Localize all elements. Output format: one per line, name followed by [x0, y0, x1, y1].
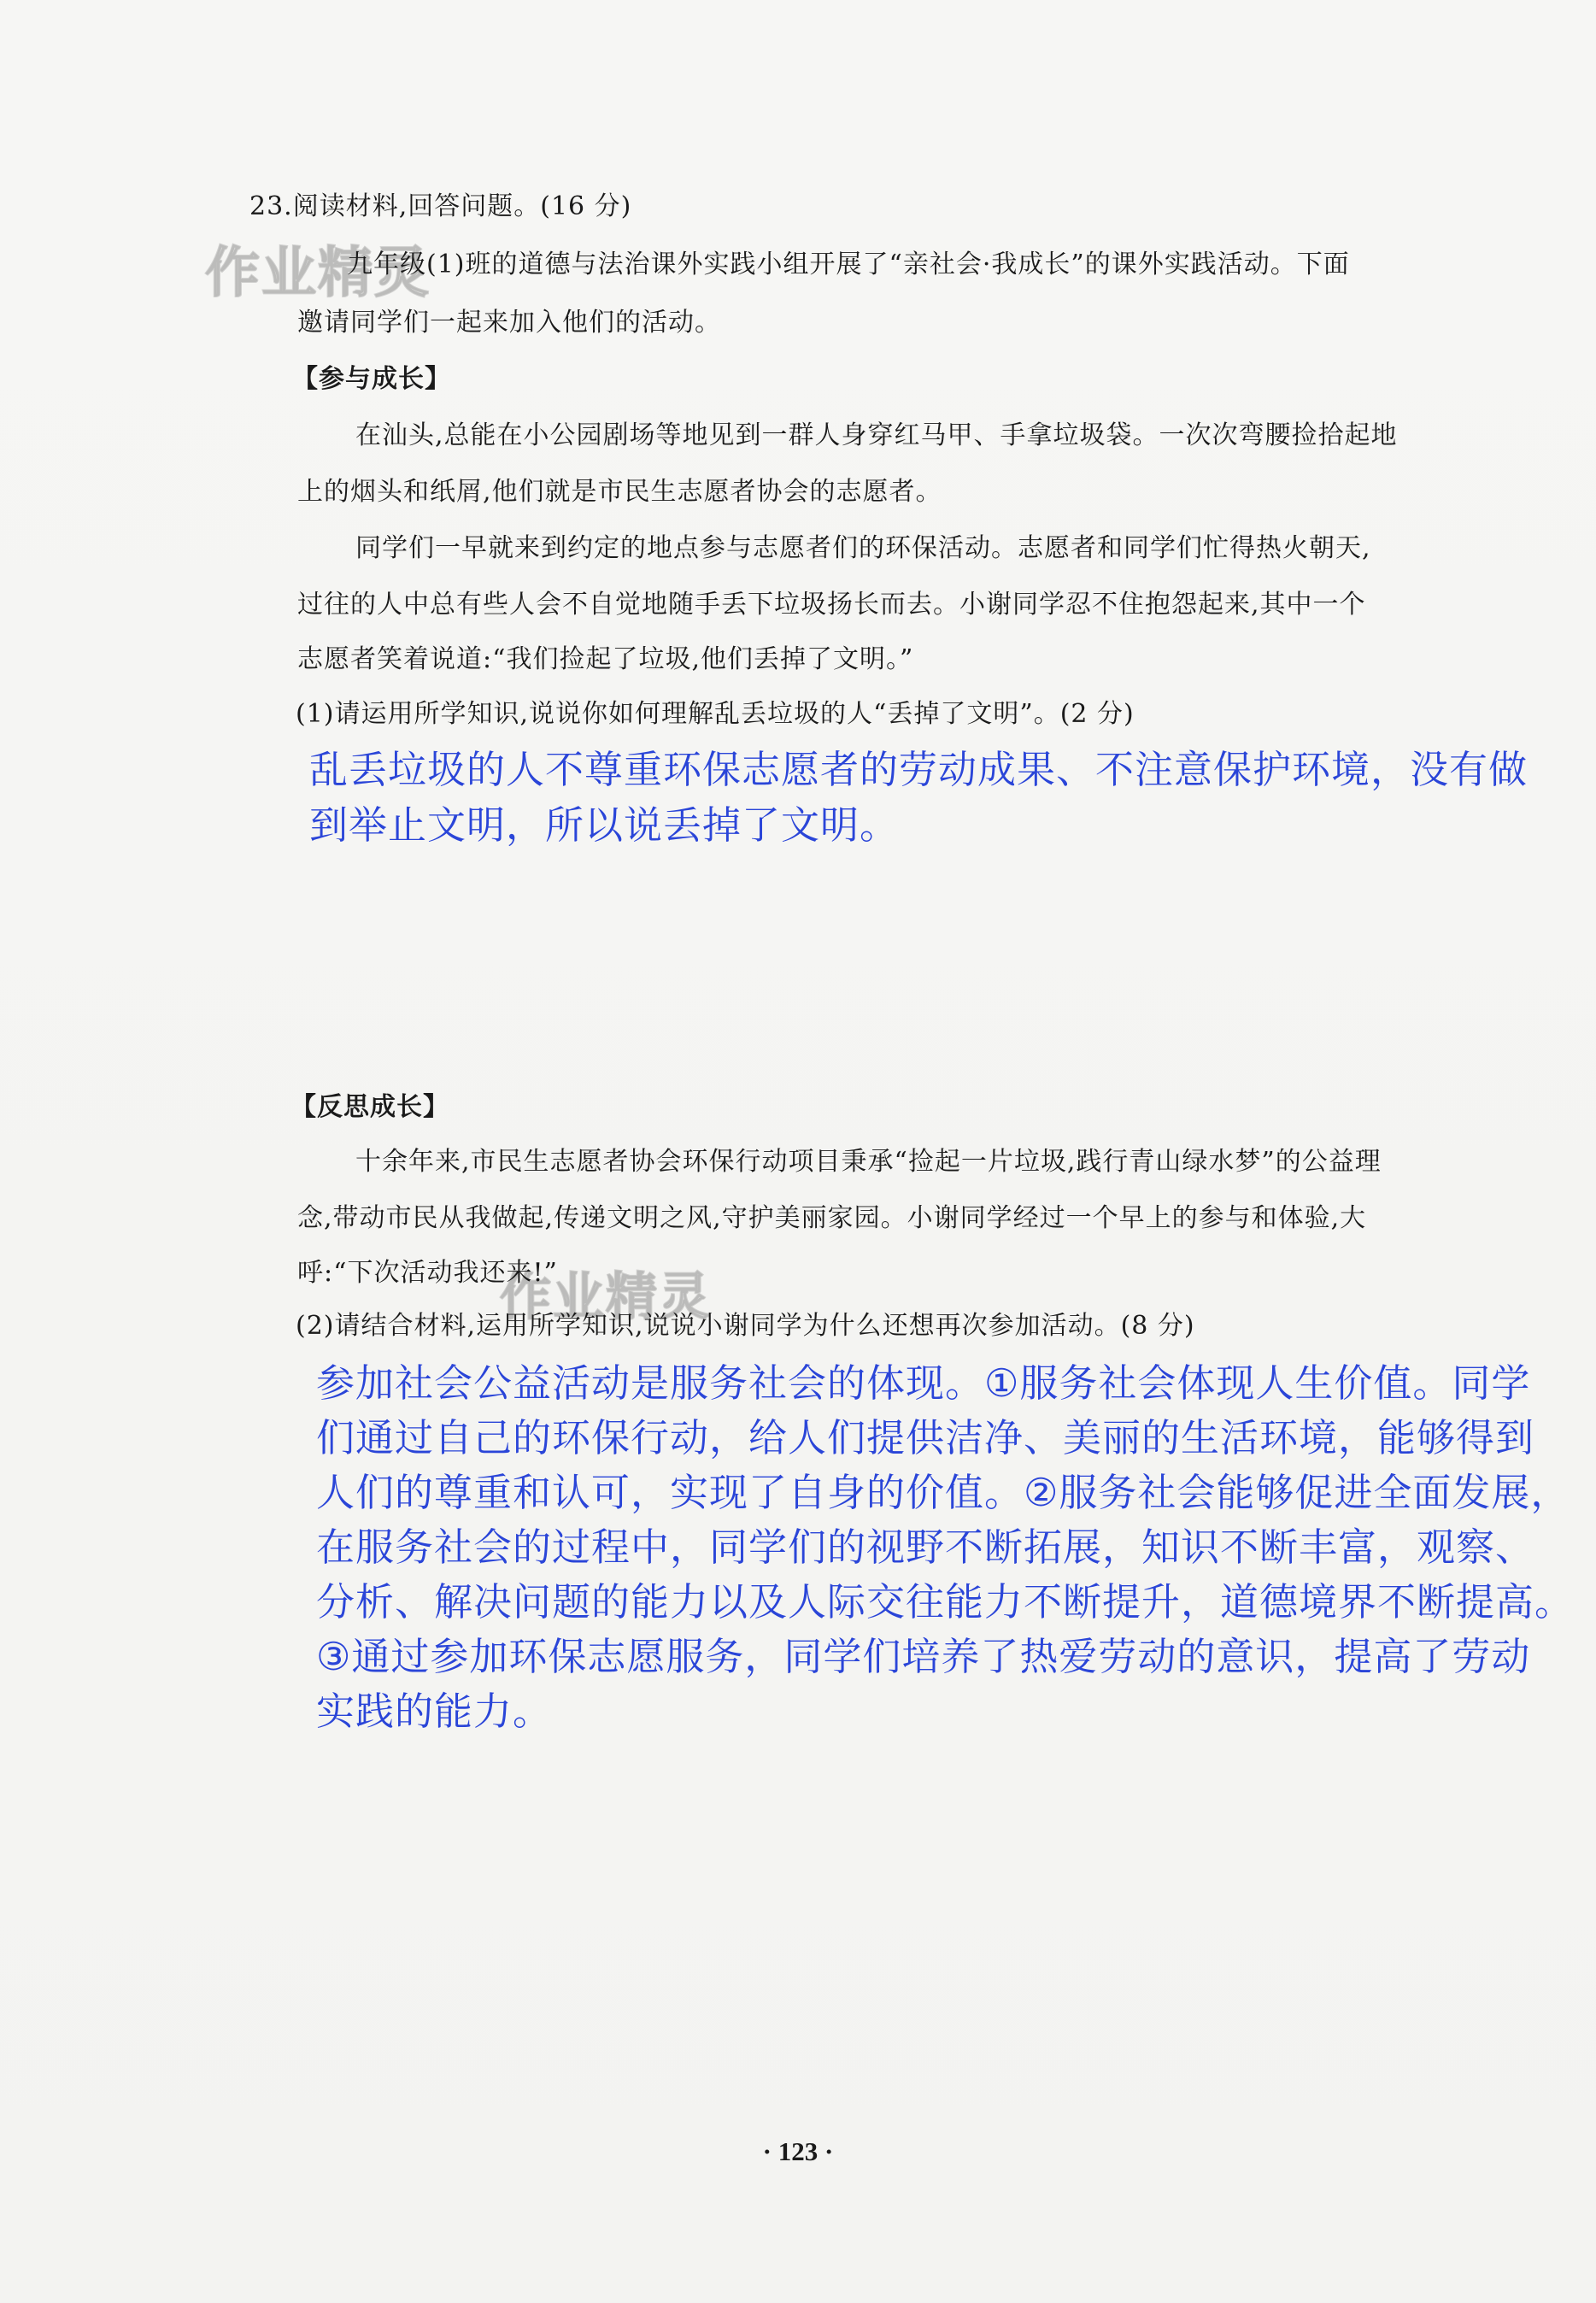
section-heading-participate: 【参与成长】	[292, 364, 451, 394]
section2-para-line-1: 十余年来,市民生志愿者协会环保行动项目秉承“捡起一片垃圾,践行青山绿水梦”的公益理	[355, 1147, 1382, 1177]
section1-para2-line-1: 同学们一早就来到约定的地点参与志愿者们的环保活动。志愿者和同学们忙得热火朝天,	[355, 533, 1371, 563]
answer-1-line-2: 到举止文明，所以说丢掉了文明。	[309, 802, 900, 848]
answer-2-line-7: 实践的能力。	[316, 1689, 553, 1734]
page-number: · 123 ·	[762, 2136, 834, 2166]
answer-2-line-1: 参加社会公益活动是服务社会的体现。①服务社会体现人生价值。同学	[316, 1360, 1531, 1406]
intro-line-1: 九年级(1)班的道德与法治课外实践小组开展了“亲社会·我成长”的课外实践活动。下面	[347, 250, 1350, 279]
section1-para2-line-2: 过往的人中总有些人会不自觉地随手丢下垃圾扬长而去。小谢同学忍不住抱怨起来,其中一个	[297, 590, 1366, 620]
answer-1-line-1: 乱丢垃圾的人不尊重环保志愿者的劳动成果、不注意保护环境，没有做	[309, 747, 1529, 792]
section2-para-line-2: 念,带动市民从我做起,传递文明之风,守护美丽家园。小谢同学经过一个早上的参与和体验,大	[297, 1203, 1367, 1233]
sub-question-2: (2)请结合材料,运用所学知识,说说小谢同学为什么还想再次参加活动。(8 分)	[296, 1311, 1195, 1341]
answer-2-line-3: 人们的尊重和认可，实现了自身的价值。②服务社会能够促进全面发展，	[316, 1470, 1570, 1515]
watermark-top: 作业精灵	[205, 242, 431, 305]
section1-para1-line-1: 在汕头,总能在小公园剧场等地见到一群人身穿红马甲、手拿垃圾袋。一次次弯腰捡拾起地	[355, 420, 1398, 450]
answer-2-line-4: 在服务社会的过程中，同学们的视野不断拓展，知识不断丰富，观察、	[316, 1525, 1535, 1570]
section-heading-reflect: 【反思成长】	[290, 1092, 449, 1122]
answer-2-line-6: ③通过参加环保志愿服务，同学们培养了热爱劳动的意识，提高了劳动	[316, 1634, 1531, 1679]
intro-line-2: 邀请同学们一起来加入他们的活动。	[297, 308, 721, 338]
watermark-middle: 作业精灵	[500, 1267, 712, 1327]
section1-para1-line-2: 上的烟头和纸屑,他们就是市民生志愿者协会的志愿者。	[297, 477, 942, 507]
sub-question-1: (1)请运用所学知识,说说你如何理解乱丢垃圾的人“丢掉了文明”。(2 分)	[296, 699, 1135, 729]
section2-para-line-3: 呼:“下次活动我还来!”	[297, 1258, 558, 1288]
section1-para2-line-3: 志愿者笑着说道:“我们捡起了垃圾,他们丢掉了文明。”	[297, 644, 914, 674]
answer-2-line-2: 们通过自己的环保行动，给人们提供洁净、美丽的生活环境，能够得到	[316, 1415, 1535, 1460]
question-title: 23.阅读材料,回答问题。(16 分)	[249, 191, 632, 221]
answer-2-line-5: 分析、解决问题的能力以及人际交往能力不断提升，道德境界不断提高。	[316, 1579, 1575, 1624]
